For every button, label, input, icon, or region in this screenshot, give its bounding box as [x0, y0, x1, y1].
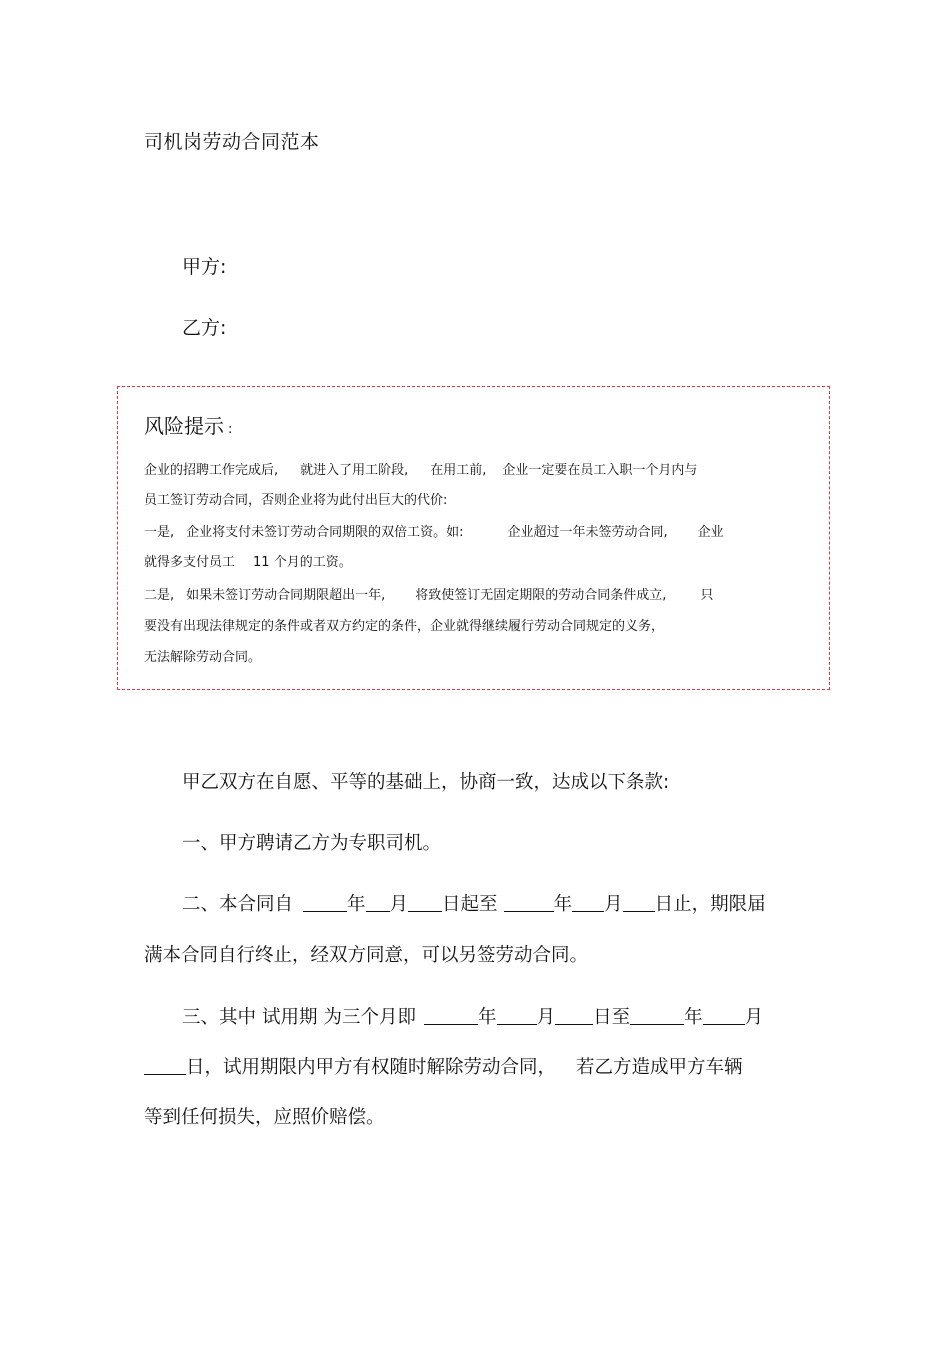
blank-field[interactable] — [408, 893, 442, 912]
risk-notice-title — [144, 413, 232, 443]
clause-3-text: 月 — [744, 1007, 764, 1028]
clause-3-text: 若乙方造成甲方车辆 — [576, 1057, 743, 1078]
risk-line-1-part: 企业的招聘工作完成后, — [144, 463, 279, 478]
probation-term: 试用期 — [262, 1007, 318, 1028]
clause-2-line-2: 满本合同自行终止，经双方同意，可以另签劳动合同。 — [144, 945, 589, 966]
clause-3-text: 日，试用期限内甲方有权随时解除劳动合同， — [186, 1057, 557, 1078]
clause-3-text: 三、其中 — [182, 1007, 257, 1028]
risk-line-7: 无法解除劳动合同。 — [144, 650, 262, 665]
party-a-label: 甲方: — [182, 256, 227, 278]
clause-2-text: 二、本合同自 — [182, 894, 294, 915]
clause-2-line-1 — [182, 893, 766, 917]
risk-line-6: 要没有出现法律规定的条件或者双方约定的条件，企业就得继续履行劳动合同规定的义务， — [144, 619, 665, 634]
risk-line-1-part: 就进入了用工阶段, — [300, 463, 409, 478]
risk-line-5-part: 只 — [700, 588, 714, 603]
clause-2-text: 年 — [347, 894, 366, 915]
clause-2-text: 月 — [389, 894, 409, 915]
risk-notice-box — [117, 386, 830, 690]
clause-2-text: 月 — [604, 894, 623, 915]
risk-line-4-part: 11 个月的工资。 — [253, 555, 352, 570]
risk-line-3-part: 企业超过一年未签劳动合同, — [507, 525, 668, 540]
risk-line-1 — [144, 462, 697, 480]
blank-field[interactable] — [303, 893, 347, 912]
clause-2-text: 年 — [553, 894, 573, 915]
document-title: 司机岗劳动合同范本 — [144, 131, 320, 153]
clause-3-text: 日至 — [593, 1007, 631, 1028]
risk-line-5-part: 二是, — [144, 588, 175, 603]
party-b-label: 乙方: — [182, 317, 227, 339]
risk-line-3-part: 一是, — [144, 525, 175, 540]
clause-3-line-2 — [144, 1056, 743, 1080]
blank-field[interactable] — [703, 1006, 745, 1025]
blank-field[interactable] — [572, 893, 604, 912]
blank-field[interactable] — [497, 1006, 537, 1025]
risk-line-4 — [144, 554, 352, 572]
risk-line-4-part: 就得多支付员工 — [144, 555, 236, 570]
blank-field[interactable] — [630, 1006, 684, 1025]
risk-line-5-part: 将致使签订无固定期限的劳动合同条件成立, — [415, 588, 667, 603]
clause-3-text: 为三个月即 — [323, 1007, 417, 1028]
clause-3-text: 年 — [478, 1007, 497, 1028]
risk-title-colon: : — [228, 422, 233, 437]
clause-1: 一、甲方聘请乙方为专职司机。 — [182, 833, 442, 854]
risk-title-text: 风险提示 — [144, 414, 224, 438]
clause-2-text: 日起至 — [442, 894, 498, 915]
blank-field[interactable] — [144, 1056, 186, 1075]
clause-3-line-1 — [182, 1006, 763, 1030]
clause-intro: 甲乙双方在自愿、平等的基础上，协商一致，达成以下条款: — [182, 772, 670, 793]
risk-line-3 — [144, 524, 724, 542]
clause-3-text: 月 — [536, 1007, 556, 1028]
risk-line-1-part: 企业一定要在员工入职一个月内与 — [502, 463, 698, 478]
risk-line-3-part: 企业将支付未签订劳动合同期限的双倍工资。如: — [186, 525, 464, 540]
risk-line-1-part: 在用工前, — [430, 463, 487, 478]
blank-field[interactable] — [555, 1006, 593, 1025]
risk-line-3-part: 企业 — [697, 525, 724, 540]
clause-3-line-3: 等到任何损失，应照价赔偿。 — [144, 1107, 385, 1128]
risk-line-2: 员工签订劳动合同，否则企业将为此付出巨大的代价: — [144, 493, 448, 508]
blank-field[interactable] — [366, 893, 390, 912]
clause-2-text: 日止，期限届 — [654, 894, 766, 915]
blank-field[interactable] — [424, 1006, 478, 1025]
risk-line-5-part: 如果未签订劳动合同期限超出一年, — [186, 588, 386, 603]
blank-field[interactable] — [504, 893, 554, 912]
risk-line-5 — [144, 587, 713, 605]
clause-3-text: 年 — [684, 1007, 703, 1028]
blank-field[interactable] — [623, 893, 655, 912]
